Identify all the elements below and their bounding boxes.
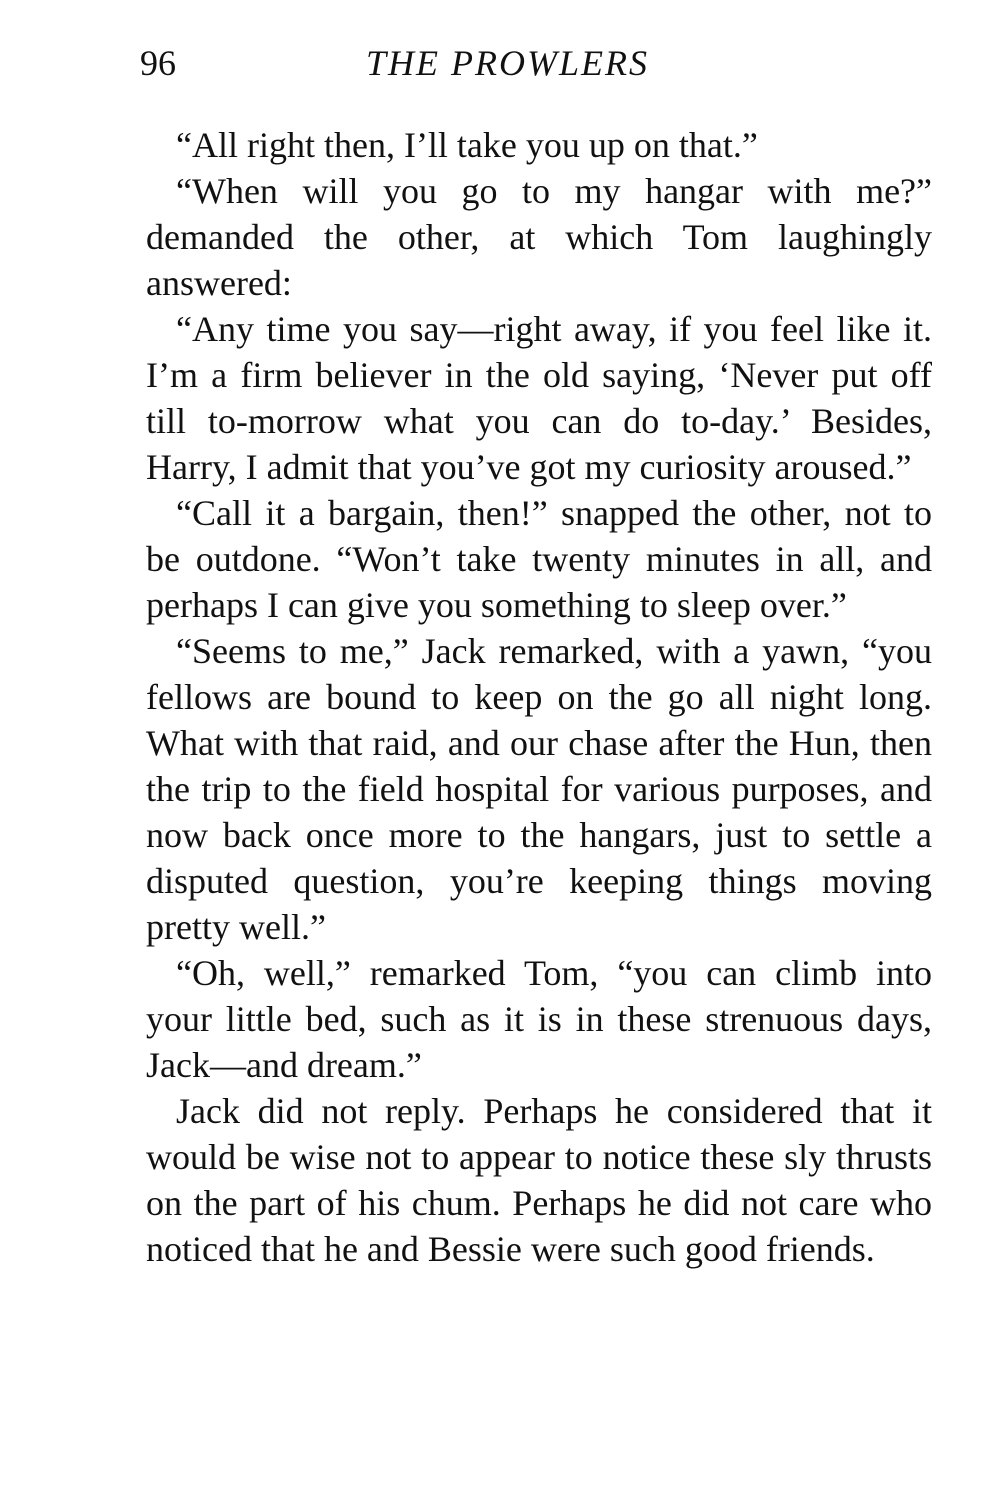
paragraph-1: “All right then, I’ll take you up on that.” — [176, 125, 758, 165]
paragraph-5: “Seems to me,” Jack remarked, with a yawn, “you fellows are bound to keep on the go all night long. What with that raid, and our chase after the Hun, then the trip to the field hospital for various purposes, and now back once more to the hangars, just to settle a disputed question, you’re keeping things moving pretty well.” — [146, 631, 932, 947]
paragraph-6: “Oh, well,” remarked Tom, “you can climb into your little bed, such as it is in these strenuous days, Jack—and dream.” — [146, 953, 932, 1085]
paragraph-4: “Call it a bargain, then!” snapped the other, not to be outdone. “Won’t take twenty minutes in all, and perhaps I can give you something to sleep over.” — [146, 493, 932, 625]
paragraph-2: “When will you go to my hangar with me?” demanded the other, at which Tom laughingly answered: — [146, 171, 932, 303]
page-header — [140, 38, 940, 88]
body-text — [146, 122, 932, 1272]
paragraph-3: “Any time you say—right away, if you feel like it. I’m a firm believer in the old saying, ‘Never put off till to-morrow what you can do to-day.’ Besides, Harry, I admit that you’ve got my curiosity aroused.” — [146, 309, 932, 487]
running-title: THE PROWLERS — [366, 43, 649, 83]
paragraph-7: Jack did not reply. Perhaps he considered that it would be wise not to appear to notice these sly thrusts on the part of his chum. Perhaps he did not care who noticed that he and Bessie were such good friends. — [146, 1091, 932, 1269]
page-number: 96 — [140, 43, 176, 83]
